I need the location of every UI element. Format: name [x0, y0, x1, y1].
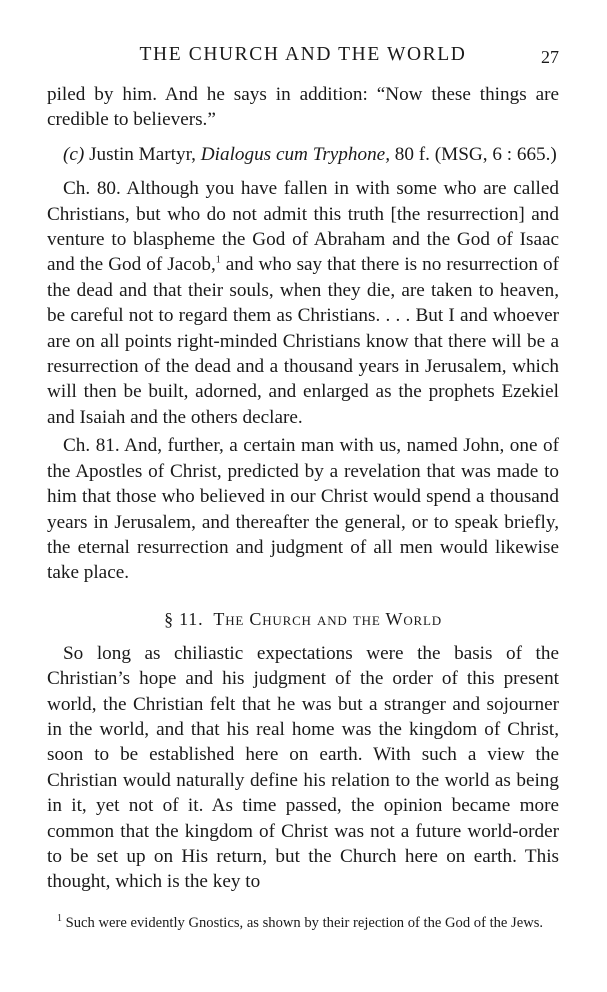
footnote	[47, 914, 559, 933]
ch80-text-a: Ch. 80. Although you have fallen in with some who are called Christians, but who do not admit this truth [the resurrection] and venture to blaspheme the God of Abraham and the God of Isaac and the God of Jacob,	[47, 178, 559, 276]
main-text	[47, 82, 559, 895]
footnote-reference: 1	[215, 255, 221, 267]
section-number: § 11.	[164, 608, 204, 629]
citation-work: Dialogus cum Tryphone,	[200, 143, 390, 165]
running-title: THE CHURCH AND THE WORLD	[139, 44, 467, 65]
running-head	[47, 41, 559, 69]
citation-label: (c)	[63, 143, 85, 165]
paragraph-ch81: Ch. 81. And, further, a certain man with us, named John, one of the Apostles of Christ, predicted by a revelation that was made to him that those who believed in our Christ would spend a thousand years in Jerusalem, and thereafter the general, or to speak briefly, the eternal resurrection and judgment of all men would likewise take place.	[47, 435, 559, 584]
paragraph-section-11: So long as chiliastic expectations were the basis of the Christian’s hope and his judgment of the order of this present world, the Christian felt that he was but a stranger and sojourner in the world, and that his real home was the kingdom of Christ, soon to be established here on earth. With such a view the Christian would naturally define his relation to the world as being in it, yet not of it. As time passed, the opinion became more common that the kingdom of Christ was not a future world-order to be set up on His return, but the Church here on earth. This thought, which is the key to	[47, 642, 559, 893]
ch80-text-b: and who say that there is no resurrection of the dead and that their souls, when they die, are taken to heaven, be careful not to regard them as Christians. . . . But I and whoever are on all points right-minded Christians know that there will be a resurrection of the dead and a thousand years in Jerusalem, which will then be built, adorned, and enlarged as the prophets Ezekiel and Isaiah and the others declare.	[47, 254, 559, 428]
citation-author: Justin Martyr,	[89, 143, 196, 165]
footnote-text: Such were evidently Gnostics, as shown by their rejection of the God of the Jews.	[62, 915, 544, 931]
page-number: 27	[541, 47, 559, 67]
citation-ref: 80 f.	[394, 143, 430, 165]
source-citation	[47, 142, 559, 167]
paragraph-continuation: piled by him. And he says in addition: “Now these things are credible to believers.”	[47, 84, 559, 131]
section-title: The Church and the World	[213, 608, 442, 629]
section-heading	[47, 606, 559, 632]
paragraph-ch80	[47, 176, 559, 430]
citation-source: (MSG, 6 : 665.)	[434, 143, 557, 165]
footnote-mark: 1	[57, 913, 62, 925]
